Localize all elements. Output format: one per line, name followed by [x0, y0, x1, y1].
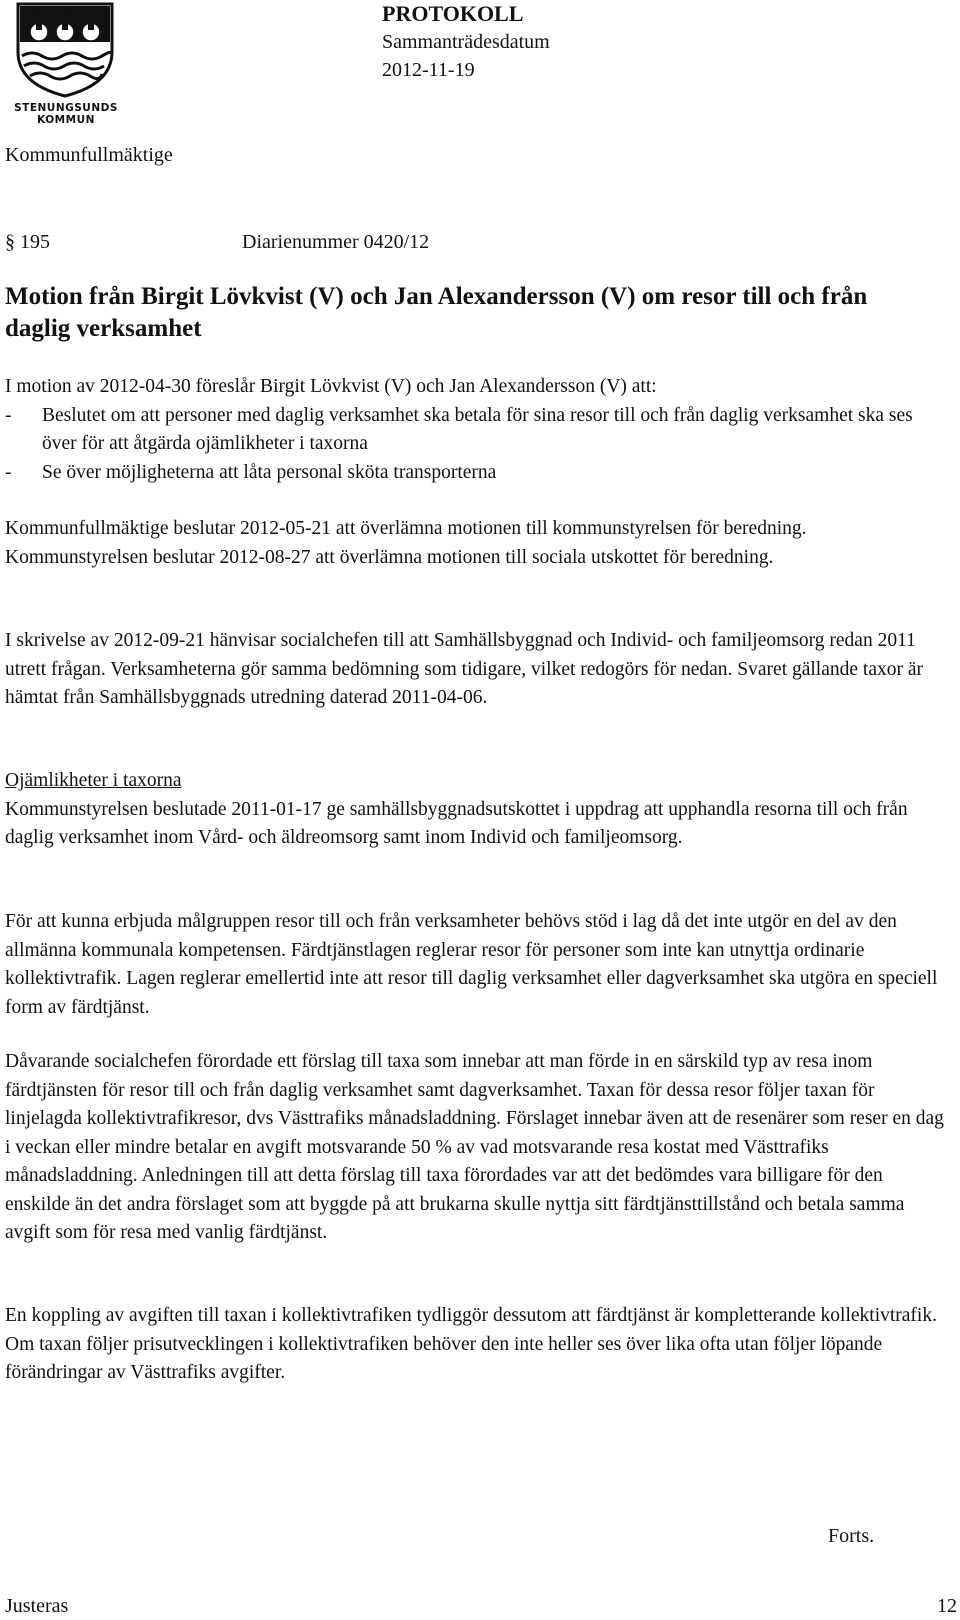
taxes-section: [5, 767, 945, 853]
meeting-date-label: Sammanträdesdatum: [382, 31, 550, 53]
paragraph-fare-link: En koppling av avgiften till taxan i kollektivtrafiken tydliggör dessutom att färdtjänst är kompletterande kollektivtrafik. Om taxan följer prisutvecklingen i kollektivtrafiken behöver den inte heller ses över lika ofta utan följer löpande förändringar av Västtrafiks avgifter.: [5, 1305, 937, 1383]
justeras-label: Justeras: [5, 1595, 69, 1617]
paragraph-procurement: Kommunstyrelsen beslutade 2011-01-17 ge samhällsbyggnadsutskottet i uppdrag att upphandla resorna till och från daglig verksamhet inom Vård- och äldreomsorg samt inom Individ och familjeomsorg.: [5, 798, 908, 848]
section-sign: §: [5, 231, 15, 253]
paragraph-referral: Kommunfullmäktige beslutar 2012-05-21 att överlämna motionen till kommunstyrelsen för beredning. Kommunstyrelsen beslutar 2012-08-27 att överlämna motionen till sociala utskottet för beredning.: [5, 518, 807, 568]
intro-block: [5, 373, 945, 487]
section-subheading: Ojämlikheter i taxorna: [5, 770, 182, 791]
coat-of-arms-icon: [6, 2, 124, 98]
section-number: [5, 228, 50, 256]
list-item: [5, 402, 945, 459]
logo-text-line-1: STENUNGSUNDS: [14, 102, 118, 114]
page-number: 12: [937, 1595, 957, 1617]
logo-text-line-2: KOMMUN: [37, 114, 95, 126]
page-title: Motion från Birgit Lövkvist (V) och Jan Alexandersson (V) om resor till och från daglig verksamhet: [5, 283, 868, 342]
body-name: Kommunfullmäktige: [5, 144, 173, 166]
bullet-dash: -: [5, 461, 12, 483]
bullet-dash: -: [5, 404, 12, 426]
list-item: [5, 459, 945, 488]
diary-number: Diarienummer 0420/12: [242, 231, 430, 253]
paragraph-legal-basis: För att kunna erbjuda målgruppen resor till och från verksamheter behövs stöd i lag då det inte utgör en del av den allmänna kommunala kompetensen. Färdtjänstlagen reglerar resor för personer som inte kan utnyttja ordinarie kollektivtrafik. Lagen reglerar emellertid inte att resor till daglig verksamhet eller dagverksamhet ska utgöra en speciell form av färdtjänst.: [5, 911, 938, 1018]
document-type: PROTOKOLL: [382, 1, 524, 26]
municipality-logo: [6, 2, 124, 130]
paragraph-letter: I skrivelse av 2012-09-21 hänvisar socialchefen till att Samhällsbyggnad och Individ- och familjeomsorg redan 2011 utrett frågan. Verksamheterna gör samma bedömning som tidigare, vilket redogörs för nedan. Svaret gällande taxor är hämtat från Samhällsbyggnads utredning daterad 2011-04-06.: [5, 630, 924, 708]
section-number-value: 195: [20, 231, 50, 253]
meeting-date-value: 2012-11-19: [382, 59, 475, 81]
paragraph-fare-proposal: Dåvarande socialchefen förordade ett förslag till taxa som innebar att man förde in en särskild typ av resa inom färdtjänsten för resor till och från daglig verksamhet samt dagverksamhet. Taxan för dessa resor följer taxan för linjelagda kollektivtrafikresor, dvs Västtrafiks månadsladdning. Förslaget innebar även att de resenärer som reser en dag i veckan eller mindre betalar en avgift motsvarande 50 % av vad motsvarande resa kostat med Västtrafiks månadsladdning. Anledningen till att detta förslag till taxa förordades var att det bedömdes vara billigare för den enskilde än det andra förslaget som att byggde på att brukarna skulle nyttja sitt färdtjänsttillstånd och betala samma avgift som för resa med vanlig färdtjänst.: [5, 1051, 944, 1243]
continued-note: Forts.: [828, 1525, 875, 1547]
list-item-text: Se över möjligheterna att låta personal sköta transporterna: [42, 461, 497, 483]
intro-paragraph: I motion av 2012-04-30 föreslår Birgit Lövkvist (V) och Jan Alexandersson (V) att:: [5, 376, 657, 397]
list-item-text: Beslutet om att personer med daglig verksamhet ska betala för sina resor till och från daglig verksamhet ska ses över för att åtgärda ojämlikheter i taxorna: [42, 404, 913, 454]
